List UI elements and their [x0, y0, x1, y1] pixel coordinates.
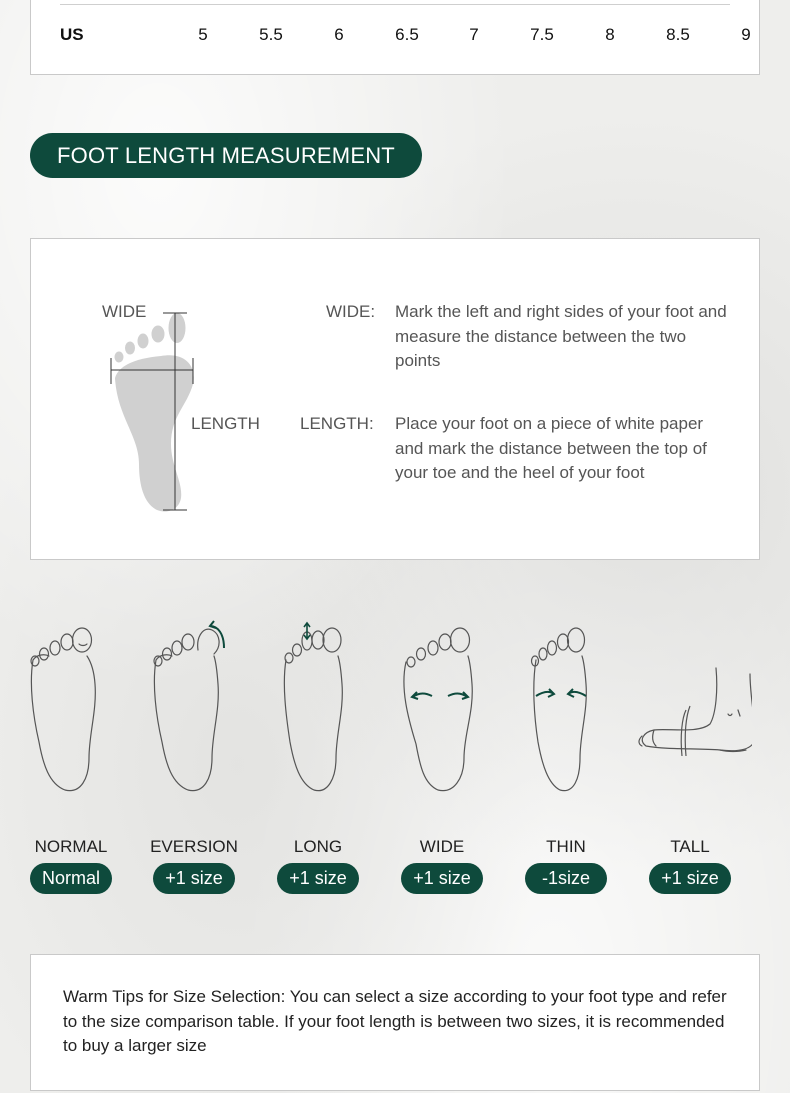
- size-cell: 5: [198, 25, 208, 44]
- measurement-panel: [30, 238, 760, 560]
- foot-type-badge: -1size: [525, 863, 607, 894]
- wide-description: Mark the left and right sides of your foot and measure the distance between the two points: [395, 302, 727, 370]
- foot-type-name: WIDE: [419, 837, 465, 856]
- size-cell: 8: [605, 25, 615, 44]
- eversion-foot-icon: [132, 618, 256, 798]
- tall-foot-icon: [628, 618, 752, 798]
- foot-type-name: THIN: [546, 837, 586, 856]
- wide-term: WIDE:: [326, 302, 376, 321]
- foot-type-normal: [9, 618, 133, 908]
- thin-foot-icon: [504, 618, 628, 798]
- diagram-wide-label: WIDE: [102, 302, 147, 321]
- foot-type-wide: [380, 618, 504, 908]
- foot-type-tall: [628, 618, 752, 908]
- size-row-label: US: [60, 25, 84, 44]
- foot-type-name: TALL: [670, 837, 710, 856]
- section-title-pill: FOOT LENGTH MEASUREMENT: [30, 133, 422, 178]
- tips-panel: [30, 954, 760, 1091]
- foot-type-name: NORMAL: [34, 837, 108, 856]
- foot-type-name: LONG: [293, 837, 343, 856]
- diagram-length-label: LENGTH: [191, 414, 260, 433]
- foot-type-name: EVERSION: [150, 837, 238, 856]
- size-cell: 7.5: [530, 25, 554, 44]
- size-cell: 7: [469, 25, 479, 44]
- long-foot-icon: [256, 618, 380, 798]
- normal-foot-icon: [9, 618, 133, 798]
- foot-type-thin: [504, 618, 628, 908]
- size-cell: 6.5: [395, 25, 419, 44]
- size-cell: 9: [741, 25, 751, 44]
- length-term: LENGTH:: [300, 414, 374, 433]
- foot-type-badge: +1 size: [153, 863, 235, 894]
- size-cell: 6: [334, 25, 344, 44]
- foot-type-badge: +1 size: [401, 863, 483, 894]
- foot-type-eversion: [132, 618, 256, 908]
- size-cell: 5.5: [259, 25, 283, 44]
- size-chart-panel: [30, 0, 760, 75]
- foot-type-badge: +1 size: [277, 863, 359, 894]
- foot-type-badge: Normal: [30, 863, 112, 894]
- wide-foot-icon: [380, 618, 504, 798]
- length-description: Place your foot on a piece of white paper and mark the distance between the top of your toe and the heel of your foot: [395, 414, 707, 482]
- foot-type-badge: +1 size: [649, 863, 731, 894]
- size-selection-tips: Warm Tips for Size Selection: You can select a size according to your foot type and refer to the size comparison table. If your foot length is between two sizes, it is recommended to buy a larger size: [63, 987, 727, 1055]
- size-chart-divider: [60, 4, 730, 5]
- foot-type-long: [256, 618, 380, 908]
- size-cell: 8.5: [666, 25, 690, 44]
